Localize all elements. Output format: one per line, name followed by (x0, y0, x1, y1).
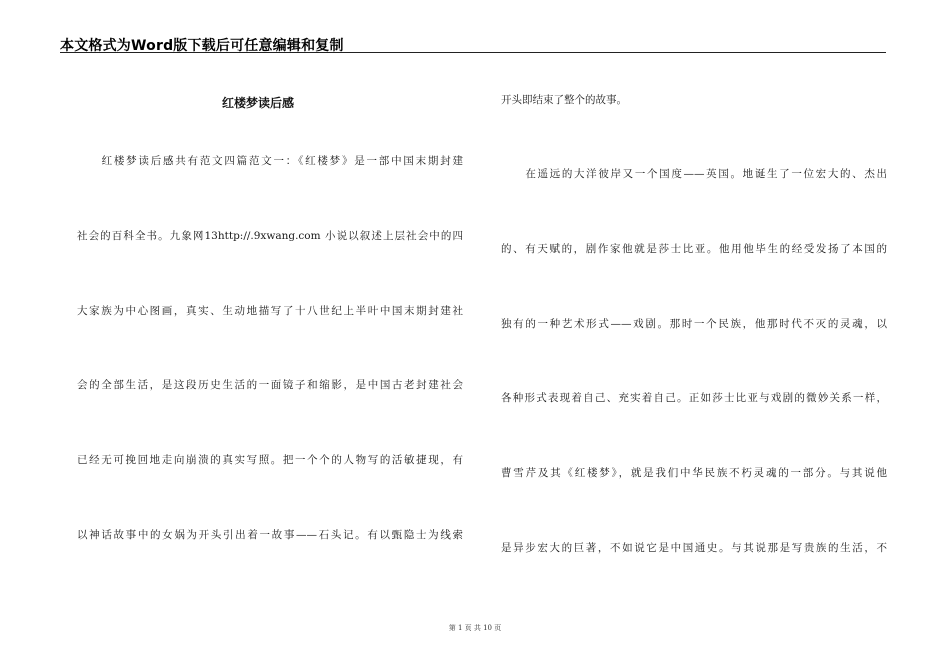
paragraph-line: 会的全部生活，是这段历史生活的一面镜子和缩影，是中国古老封建社会 (77, 379, 463, 391)
paragraph-line: 各种形式表现着自己、充实着自己。正如莎士比亚与戏剧的微妙关系一样， (501, 392, 887, 404)
paragraph-line: 社会的百科全书。九象网13http://.9xwang.com 小说以叙述上层社会中的四 (77, 230, 463, 242)
paragraph-line: 独有的一种艺术形式——戏剧。那时一个民族，他那时代不灭的灵魂，以 (501, 318, 887, 330)
document-title: 红楼梦读后感 (222, 96, 295, 110)
paragraph-line: 是异步宏大的巨著，不如说它是中国通史。与其说那是写贵族的生活，不 (501, 542, 887, 554)
paragraph-line: 红楼梦读后感共有范文四篇范文一：《红楼梦》是一部中国末期封建 (77, 155, 463, 167)
paragraph-line: 曹雪芹及其《红楼梦》，就是我们中华民族不朽灵魂的一部分。与其说他 (501, 467, 887, 479)
paragraph-line: 开头即结束了整个的故事。 (501, 94, 627, 106)
header-rule (60, 52, 886, 53)
header-banner: 本文格式为Word版下载后可任意编辑和复制 (60, 38, 344, 54)
paragraph-line: 在遥远的大洋彼岸又一个国度——英国。地诞生了一位宏大的、杰出 (501, 168, 887, 180)
paragraph-line: 大家族为中心图画，真实、生动地描写了十八世纪上半叶中国末期封建社 (77, 305, 463, 317)
paragraph-line: 以神话故事中的女娲为开头引出着一故事——石头记。有以甄隐士为线索 (77, 529, 463, 541)
page-footer: 第 1 页 共 10 页 (448, 624, 502, 632)
paragraph-line: 的、有天赋的，剧作家他就是莎士比亚。他用他毕生的经受发扬了本国的 (501, 243, 887, 255)
paragraph-line: 已经无可挽回地走向崩溃的真实写照。把一个个的人物写的活敏捷现，有 (77, 454, 463, 466)
